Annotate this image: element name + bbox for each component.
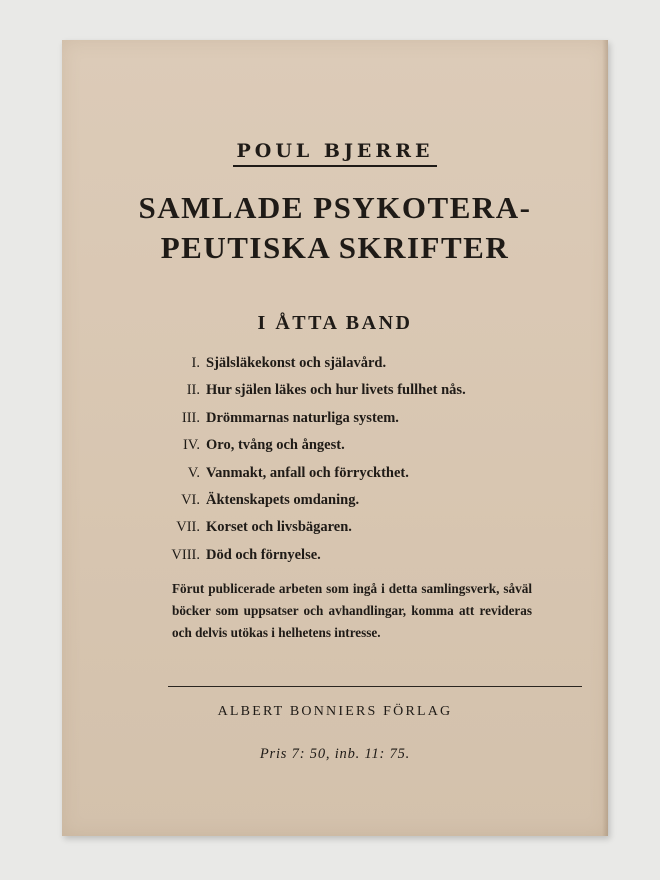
volume-number: I.	[191, 355, 200, 371]
volume-number: VII.	[176, 519, 200, 536]
series-title-line-2: PEUTISKA SKRIFTER	[160, 230, 510, 265]
volume-number: IV.	[182, 437, 200, 454]
author-name-text: POUL BJERRE	[233, 140, 438, 167]
volume-item	[152, 405, 572, 432]
volume-item	[152, 542, 572, 569]
volume-list	[152, 350, 572, 569]
volume-item	[152, 377, 572, 404]
price-line: Pris 7: 50, inb. 11: 75.	[259, 746, 411, 762]
volume-item	[152, 460, 572, 487]
publisher-name: ALBERT BONNIERS FÖRLAG	[217, 704, 453, 719]
volume-item	[152, 350, 572, 377]
volume-title: Själsläkekonst och själavård.	[206, 355, 387, 371]
volume-title: Drömmarnas naturliga system.	[206, 409, 399, 426]
volume-item	[152, 487, 572, 514]
volume-title: Korset och livsbägaren.	[206, 519, 352, 536]
volume-item	[152, 432, 572, 459]
volume-title: Död och förnyelse.	[206, 546, 321, 563]
volume-title: Äktenskapets omdaning.	[206, 491, 360, 508]
volume-number: II.	[186, 382, 200, 399]
book-back-cover	[62, 40, 608, 836]
volume-number: III.	[181, 409, 200, 426]
series-title	[62, 188, 608, 268]
volume-title: Hur själen läkes och hur livets fullhet nås.	[206, 382, 466, 399]
volume-number: V.	[187, 464, 200, 481]
volume-number: VIII.	[171, 546, 200, 563]
series-subtitle: I ÅTTA BAND	[257, 312, 413, 334]
volume-title: Oro, tvång och ångest.	[206, 437, 345, 454]
volume-title: Vanmakt, anfall och förryckthet.	[206, 464, 409, 481]
volume-item	[152, 514, 572, 541]
author-name	[62, 140, 608, 162]
collection-note: Förut publicerade arbeten som ingå i detta samlingsverk, såväl böcker som uppsatser och avhandlingar, komma att revideras och delvis utökas i helhetens intresse.	[172, 581, 532, 640]
divider-rule	[168, 686, 582, 687]
series-title-line-1: SAMLADE PSYKOTERA-	[138, 190, 532, 225]
volume-number: VI.	[181, 491, 200, 508]
